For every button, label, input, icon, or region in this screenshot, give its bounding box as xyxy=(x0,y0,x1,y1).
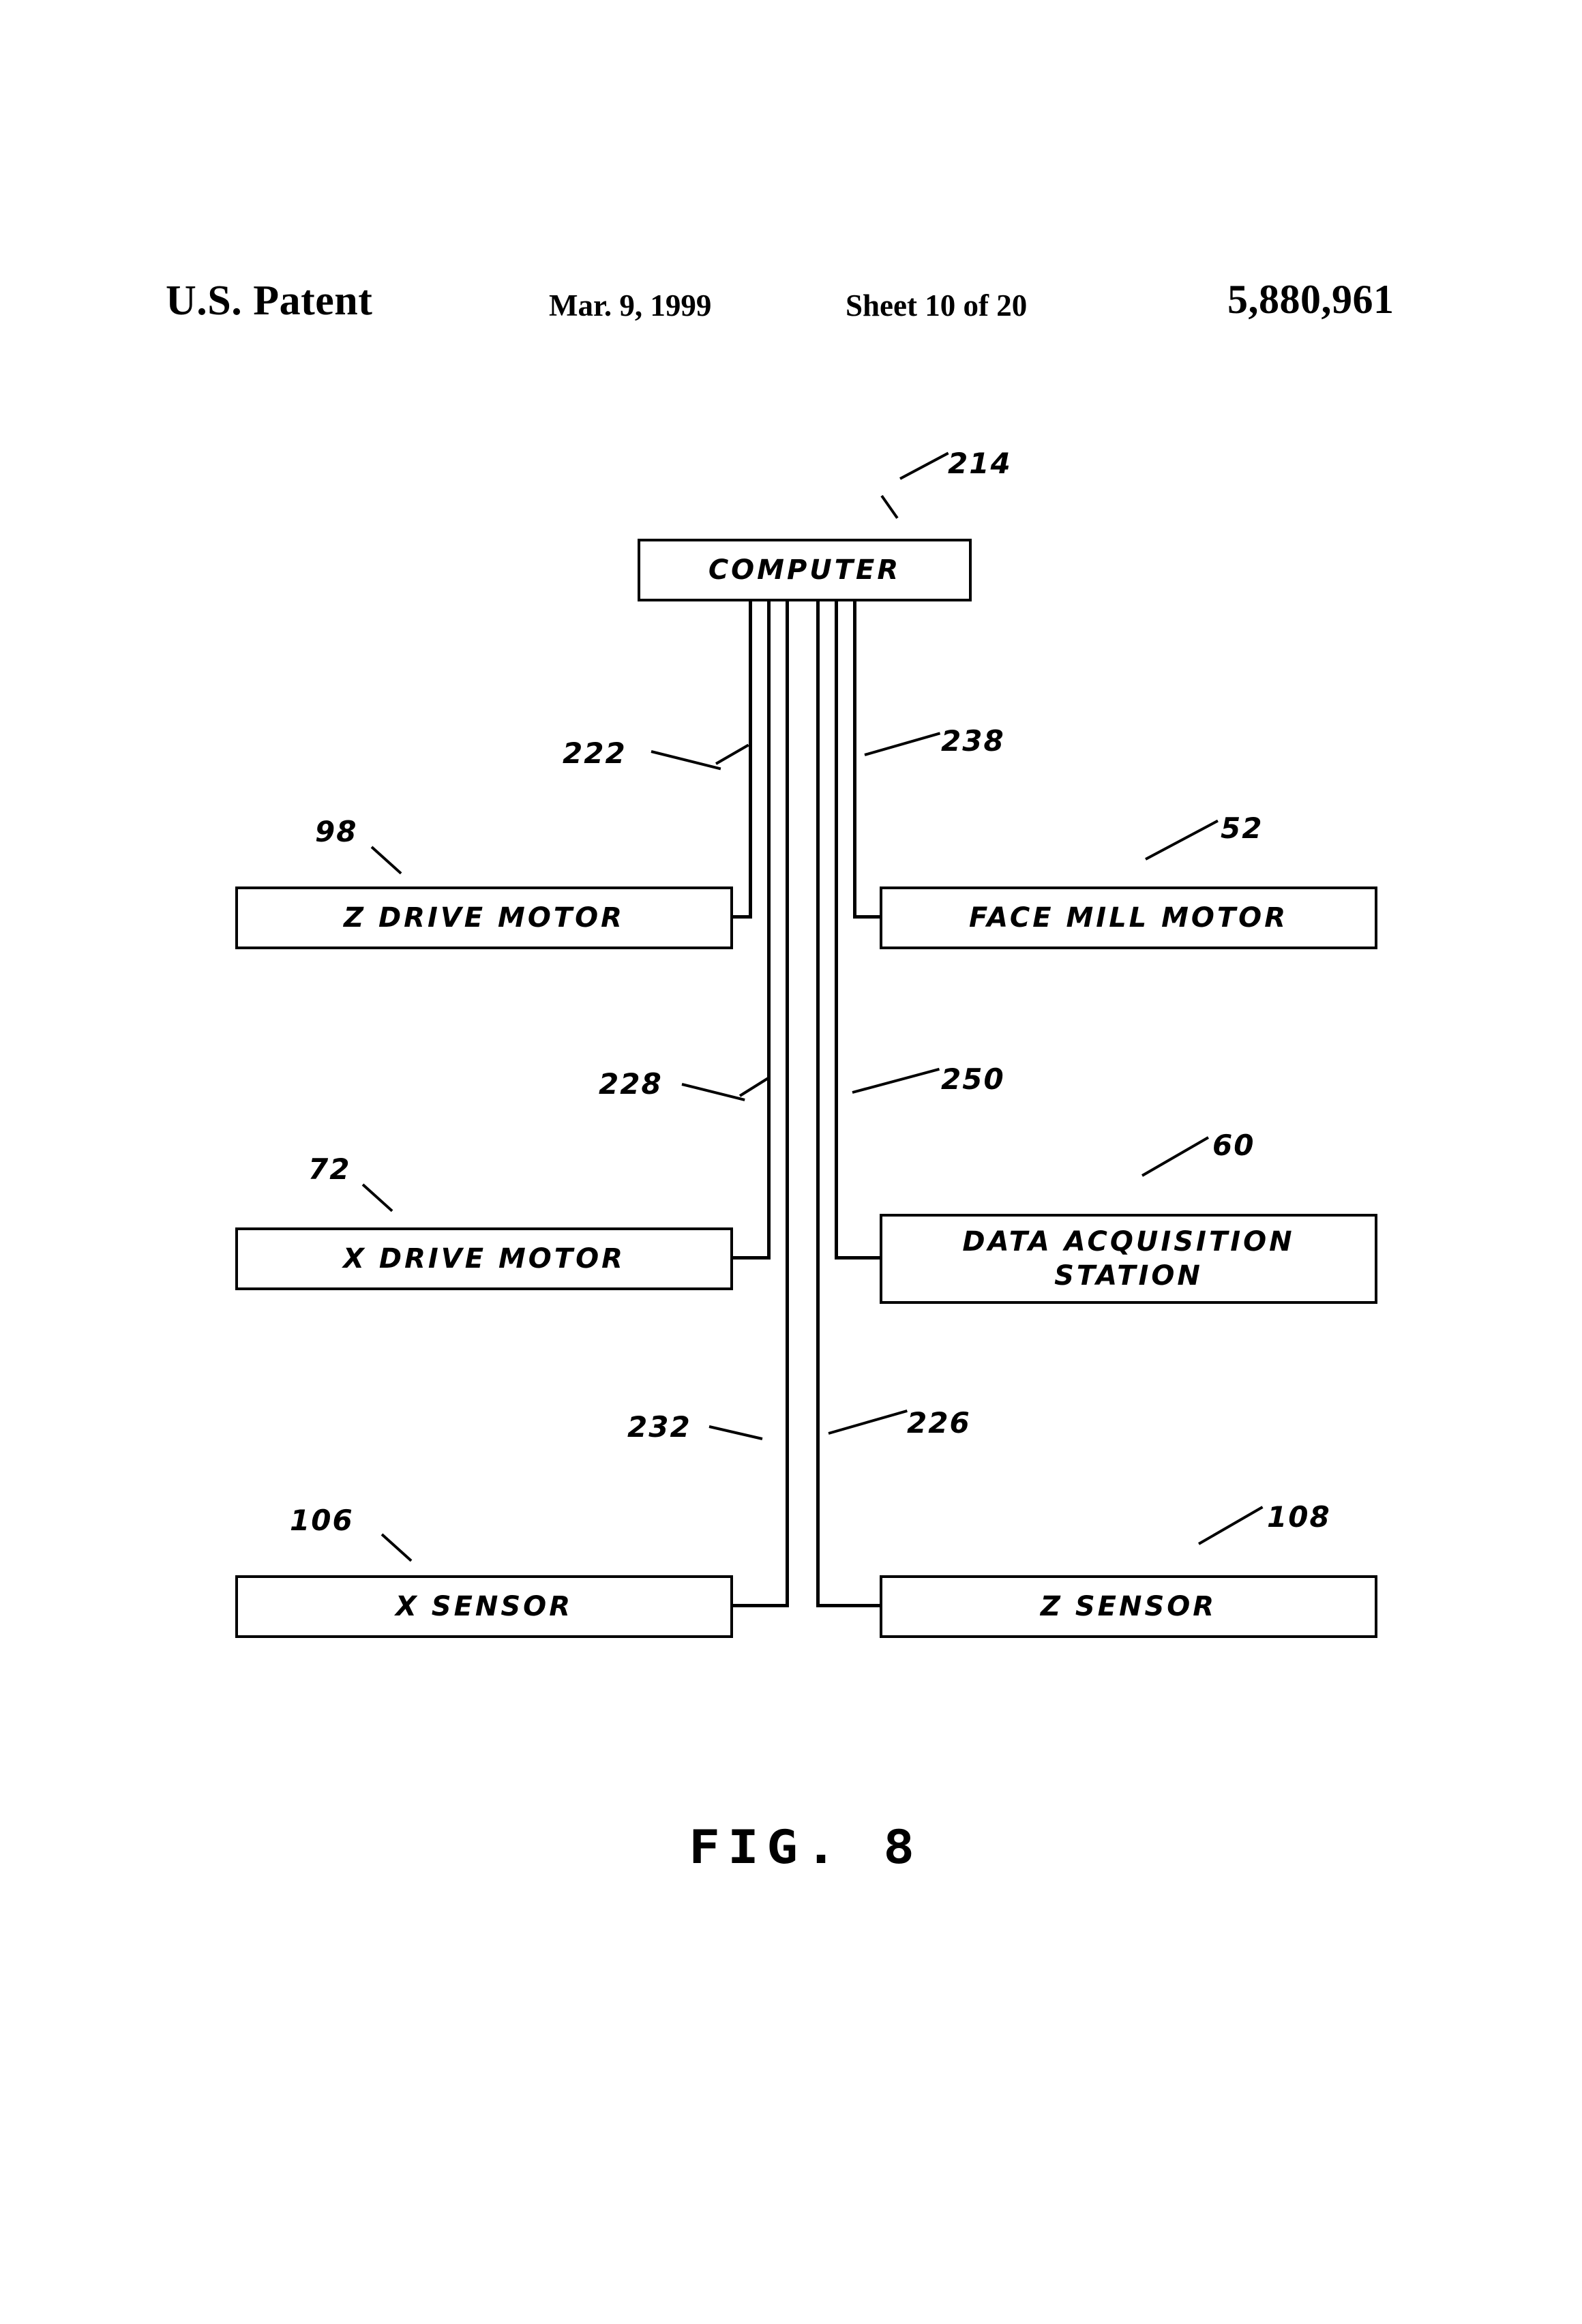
ref-numeral-108: 108 xyxy=(1267,1500,1331,1534)
block-z-drive-motor xyxy=(235,887,733,949)
block-x-sensor xyxy=(235,1575,733,1638)
block-x-sensor-label: X SENSOR xyxy=(395,1591,573,1622)
ref-222-leader xyxy=(651,750,721,770)
ref-numeral-60: 60 xyxy=(1212,1129,1255,1162)
ref-numeral-214: 214 xyxy=(948,447,1012,480)
conn-228-leg xyxy=(732,1256,771,1260)
bus-line-228 xyxy=(767,601,771,1259)
ref-232-leader xyxy=(709,1425,763,1440)
ref-numeral-250: 250 xyxy=(941,1062,1005,1096)
patent-office-title: U.S. Patent xyxy=(166,278,373,324)
ref-numeral-98: 98 xyxy=(315,815,358,848)
block-x-drive-motor xyxy=(235,1227,733,1290)
conn-232-leg xyxy=(732,1604,789,1607)
conn-226-leg xyxy=(816,1604,882,1607)
ref-numeral-72: 72 xyxy=(308,1152,351,1186)
block-data-acquisition-station xyxy=(880,1214,1377,1304)
block-z-drive-motor-label: Z DRIVE MOTOR xyxy=(344,902,625,934)
bus-line-232 xyxy=(786,601,789,1607)
patent-number: 5,880,961 xyxy=(1227,277,1394,322)
ref-numeral-238: 238 xyxy=(941,724,1005,758)
block-face-mill-motor-label: FACE MILL MOTOR xyxy=(969,902,1288,934)
ref-238-leader xyxy=(864,732,940,756)
ref-228-leader-tail xyxy=(739,1077,770,1097)
conn-222-leg xyxy=(732,915,752,919)
ref-214-leader-tail xyxy=(880,495,898,519)
ref-60-leader xyxy=(1141,1136,1209,1176)
figure-caption: FIG. 8 xyxy=(689,1821,923,1875)
ref-72-leader xyxy=(362,1184,393,1212)
ref-214-leader xyxy=(899,452,949,480)
bus-line-238 xyxy=(853,601,856,918)
ref-numeral-106: 106 xyxy=(290,1504,354,1537)
ref-222-leader-tail xyxy=(715,744,749,765)
ref-250-leader xyxy=(852,1068,940,1094)
ref-98-leader xyxy=(371,846,402,875)
ref-52-leader xyxy=(1145,820,1219,861)
block-face-mill-motor xyxy=(880,887,1377,949)
block-x-drive-motor-label: X DRIVE MOTOR xyxy=(343,1243,625,1275)
ref-108-leader xyxy=(1198,1506,1264,1545)
ref-228-leader xyxy=(682,1083,745,1101)
bus-line-250 xyxy=(835,601,838,1259)
ref-numeral-232: 232 xyxy=(627,1410,691,1444)
block-z-sensor-label: Z SENSOR xyxy=(1040,1591,1217,1622)
ref-106-leader xyxy=(381,1534,413,1562)
bus-line-222 xyxy=(749,601,752,918)
block-computer-label: COMPUTER xyxy=(708,554,901,586)
patent-date: Mar. 9, 1999 xyxy=(549,288,712,323)
bus-line-226 xyxy=(816,601,820,1607)
block-z-sensor xyxy=(880,1575,1377,1638)
ref-numeral-226: 226 xyxy=(907,1406,971,1440)
block-data-acquisition-station-label: DATA ACQUISITION STATION xyxy=(962,1226,1295,1292)
block-computer xyxy=(638,539,972,601)
ref-226-leader xyxy=(828,1410,907,1435)
conn-238-leg xyxy=(853,915,882,919)
ref-numeral-52: 52 xyxy=(1221,811,1264,845)
conn-250-leg xyxy=(835,1256,882,1260)
ref-numeral-228: 228 xyxy=(599,1067,663,1101)
sheet-number: Sheet 10 of 20 xyxy=(846,288,1028,323)
ref-numeral-222: 222 xyxy=(563,736,627,770)
